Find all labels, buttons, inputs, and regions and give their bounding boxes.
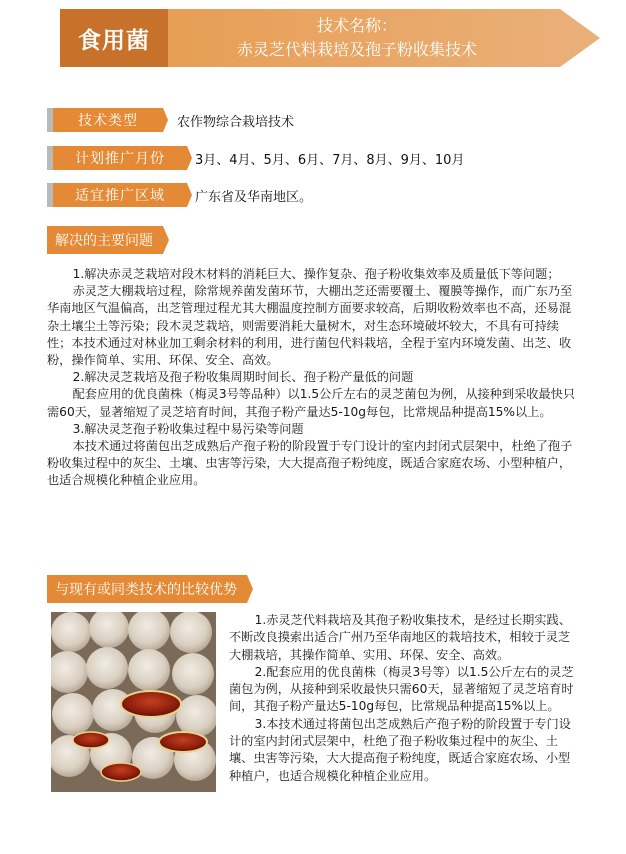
info-row-region: [47, 182, 312, 208]
title-line-2: 赤灵芝代料栽培及孢子粉收集技术: [236, 40, 477, 59]
title-line-1: 技术名称：: [316, 16, 397, 35]
advantage-item: 1.赤灵芝代料栽培及其孢子粉收集技术，是经过长期实践、不断改良摸索出适合广州乃至华南地区的栽培技术，相较于灵芝大棚栽培，其操作简单、实用、环保、安全、高效。: [229, 613, 571, 662]
info-row-months: [47, 145, 464, 171]
info-row-tech-type: [47, 107, 294, 133]
region-value: 广东省及华南地区。: [195, 189, 313, 205]
tech-type-value: 农作物综合栽培技术: [177, 114, 295, 130]
advantage-item: 2.配套应用的优良菌株（梅灵3号等）以1.5公斤左右的灵芝菌包为例，从接种到采收最快只需60天，显著缩短了灵芝培育时间，其孢子粉产量达5-10g每包，比常规品种提高15%以上。: [229, 664, 574, 714]
advantage-item: 3.本技术通过将菌包出芝成熟后产孢子粉的阶段置于专门设计的室内封闭式层架中，杜绝了孢子粉收集过程中的灰尘、土壤、虫害等污染，大大提高孢子粉纯度，既适合家庭农场、小型种植户，也适合规模化种植企业应用。: [229, 716, 571, 783]
tech-type-tag: 技术类型: [47, 108, 163, 132]
problem-item: 本技术通过将菌包出芝成熟后产孢子粉的阶段置于专门设计的室内封闭式层架中，杜绝了孢子粉收集过程中的灰尘、土壤、虫害等污染，大大提高孢子粉纯度，既适合家庭农场、小型种植户，也适合规模化种植企业应用。: [47, 439, 573, 488]
section-heading-comparison: 与现有或同类技术的比较优势: [47, 575, 247, 603]
problems-text: [47, 266, 577, 490]
header-banner: [60, 9, 600, 67]
problem-item: 1.解决赤灵芝栽培对段木材料的消耗巨大、操作复杂、孢子粉收集效率及质量低下等问题；: [72, 267, 560, 281]
problem-item: 赤灵芝大棚栽培过程，除常规养菌发菌环节，大棚出芝还需要覆土、覆膜等操作，而广东乃至华南地区气温偏高，出芝管理过程尤其大棚温度控制方面要求较高，后期收粉效率也不高，还易混杂土壤尘土等污染；段木灵芝栽培，则需要消耗大量树木，对生态环境破坏较大，不具有可持续性；本技术通过对林业加工剩余材料的利用，进行菌包代料栽培，全程于室内环境发菌、出芝、收粉，操作简单、实用、环保、安全、高效。: [47, 284, 573, 368]
technology-title: [182, 14, 532, 62]
advantages-text: [229, 612, 576, 785]
problem-item: 2.解决灵芝栽培及孢子粉收集周期时间长、孢子粉产量低的问题: [72, 370, 414, 385]
months-tag: 计划推广月份: [47, 146, 187, 170]
problem-item: 3.解决灵芝孢子粉收集过程中易污染等问题: [72, 421, 304, 436]
section-heading-problems: 解决的主要问题: [47, 226, 163, 254]
months-value: 3月、4月、5月、6月、7月、8月、9月、10月: [195, 152, 465, 168]
problem-item: 配套应用的优良菌株（梅灵3号等品种）以1.5公斤左右的灵芝菌包为例，从接种到采收最快只需60天，显著缩短了灵芝培育时间，其孢子粉产量达5-10g每包，比常规品种提高15%以上。: [47, 387, 576, 419]
category-label: 食用菌: [78, 27, 150, 54]
reishi-cultivation-photo: [51, 612, 216, 792]
region-tag: 适宜推广区域: [47, 183, 187, 207]
